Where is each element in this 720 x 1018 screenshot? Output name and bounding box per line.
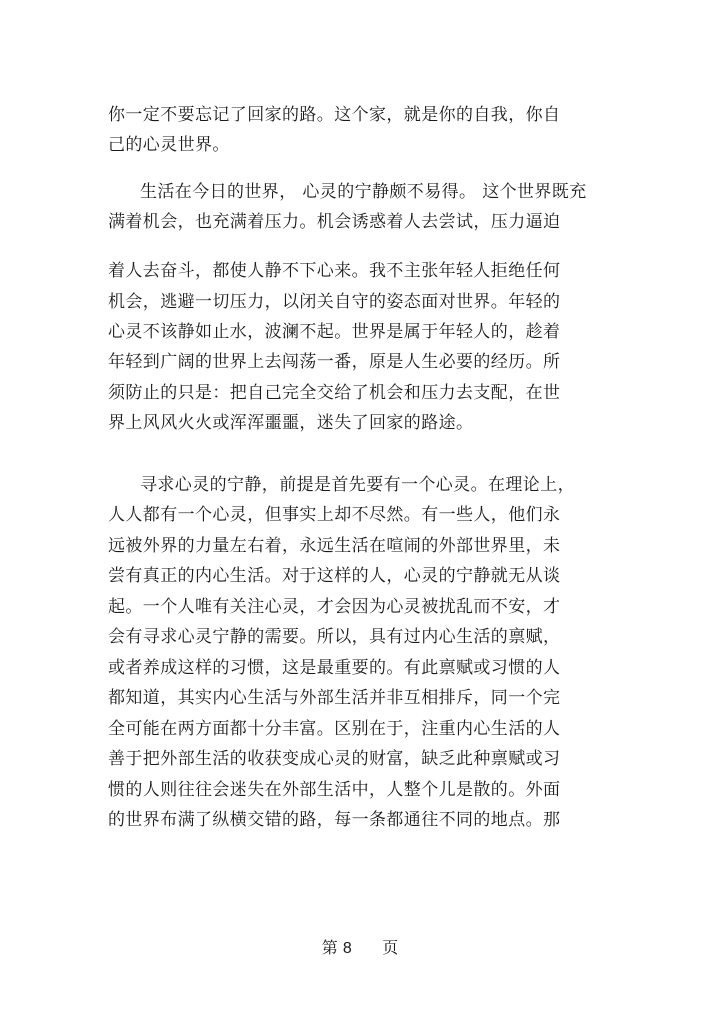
text-line-8: 年轻到广阔的世界上去闯荡一番，原是人生必要的经历。所 [108,352,561,372]
text-line-7: 心灵不该静如止水，波澜不起。世界是属于年轻人的，趁着 [108,322,561,342]
text-line-20: 善于把外部生活的收获变成心灵的财富，缺乏此种禀赋或习 [108,749,561,769]
text-line-15: 起。一个人唯有关注心灵，才会因为心灵被扰乱而不安，才 [108,597,561,617]
footer-suffix: 页 [382,938,399,957]
text-line-18: 都知道，其实内心生活与外部生活并非互相排斥，同一个完 [108,688,561,708]
footer-prefix: 第 [321,938,338,957]
text-line-4: 满着机会，也充满着压力。机会诱惑着人去尝试，压力逼迫 [108,212,561,232]
text-line-6: 机会，逃避一切压力，以闭关自守的姿态面对世界。年轻的 [108,292,561,312]
text-line-3: 生活在今日的世界， 心灵的宁静颇不易得。 这个世界既充 [140,182,587,202]
text-line-2: 己的心灵世界。 [108,135,230,155]
text-line-14: 尝有真正的内心生活。对于这样的人，心灵的宁静就无从谈 [108,566,561,586]
text-line-19: 全可能在两方面都十分丰富。区别在于，注重内心生活的人 [108,719,561,739]
text-line-9: 须防止的只是：把自己完全交给了机会和压力去支配，在世 [108,383,561,403]
page-number: 8 [342,940,352,957]
text-line-22: 的世界布满了纵横交错的路，每一条都通往不同的地点。那 [108,810,561,830]
text-line-12: 人人都有一个心灵，但事实上却不尽然。有一些人，他们永 [108,505,561,525]
text-line-13: 远被外界的力量左右着，永远生活在喧闹的外部世界里，未 [108,536,561,556]
text-line-16: 会有寻求心灵宁静的需要。所以，具有过内心生活的禀赋， [108,627,561,647]
text-line-17: 或者养成这样的习惯，这是最重要的。有此禀赋或习惯的人 [108,658,561,678]
text-line-5: 着人去奋斗，都使人静不下心来。我不主张年轻人拒绝任何 [108,261,561,281]
page-footer [0,938,720,959]
text-line-21: 惯的人则往往会迷失在外部生活中，人整个儿是散的。外面 [108,780,561,800]
text-line-11: 寻求心灵的宁静，前提是首先要有一个心灵。在理论上， [140,475,575,495]
text-line-1: 你一定不要忘记了回家的路。这个家，就是你的自我，你自 [108,105,561,125]
text-line-10: 界上风风火火或浑浑噩噩，迷失了回家的路途。 [108,413,474,433]
